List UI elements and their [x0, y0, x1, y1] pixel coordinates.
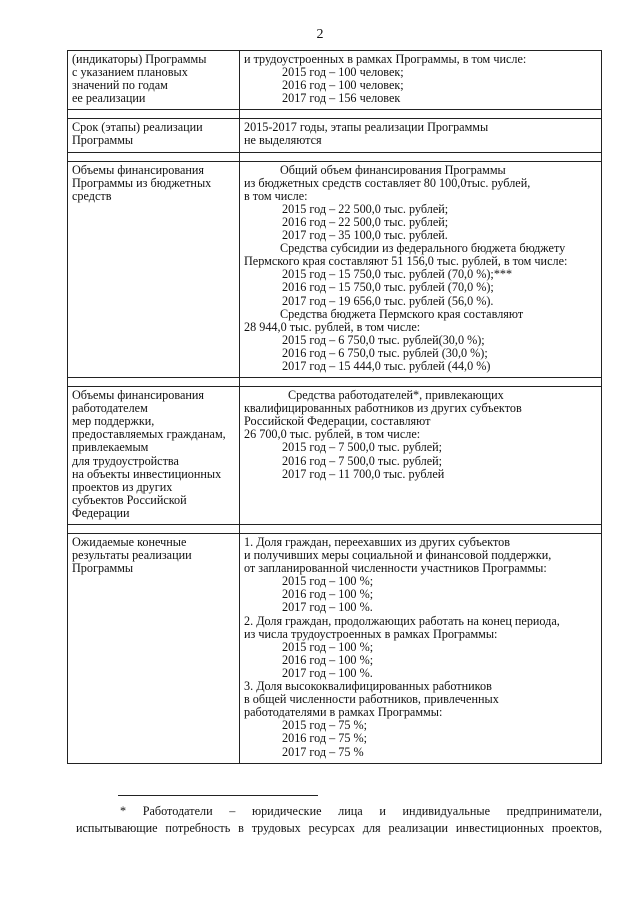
value-line: 2017 год – 100 %.: [282, 665, 373, 680]
value-line: 2015 год – 15 750,0 тыс. рублей (70,0 %);***: [282, 267, 513, 282]
value-line: 2015 год – 100 человек;: [282, 65, 404, 80]
row-value-cell: [240, 387, 602, 525]
value-line: 2015-2017 годы, этапы реализации Программы: [244, 120, 489, 135]
value-line: 2016 год – 75 %;: [282, 731, 368, 746]
row-value-cell: [240, 161, 602, 378]
value-line: от запланированной численности участников Программы:: [244, 561, 547, 576]
label-line: результаты реализации: [72, 548, 192, 563]
label-line: значений по годам: [72, 78, 168, 93]
value-line: не выделяются: [244, 133, 322, 148]
footnote: [76, 803, 602, 837]
label-line: Программы из бюджетных: [72, 175, 212, 190]
value-line: Пермского края составляют 51 156,0 тыс. рублей, в том числе:: [244, 254, 568, 269]
value-line: Средства работодателей*, привлекающих: [288, 388, 504, 403]
value-line: 2016 год – 22 500,0 тыс. рублей;: [282, 214, 449, 229]
value-line: 2015 год – 100 %;: [282, 639, 374, 654]
label-line: Федерации: [72, 505, 130, 520]
value-line: 26 700,0 тыс. рублей, в том числе:: [244, 427, 421, 442]
row-value-cell: [240, 51, 602, 110]
label-line: привлекаемым: [72, 440, 149, 455]
table-row: [68, 119, 602, 152]
value-line: квалифицированных работников из других субъектов: [244, 401, 522, 416]
value-line: 28 944,0 тыс. рублей, в том числе:: [244, 319, 421, 334]
label-line: работодателем: [72, 401, 148, 416]
row-spacer: [68, 378, 602, 387]
value-line: 2. Доля граждан, продолжающих работать на конец периода,: [244, 613, 560, 628]
page-number: 2: [316, 27, 324, 42]
footnote-separator: [118, 795, 318, 796]
value-line: 2017 год – 19 656,0 тыс. рублей (56,0 %).: [282, 293, 494, 308]
program-passport-table: [67, 50, 602, 764]
row-value-cell: [240, 534, 602, 764]
row-spacer: [68, 110, 602, 119]
value-line: 2016 год – 7 500,0 тыс. рублей;: [282, 453, 443, 468]
label-line: (индикаторы) Программы: [72, 52, 207, 66]
value-line: 2015 год – 100 %;: [282, 574, 374, 589]
value-line: 2015 год – 6 750,0 тыс. рублей(30,0 %);: [282, 332, 485, 347]
value-line: Средства бюджета Пермского края составляют: [280, 306, 524, 321]
table-row: [68, 387, 602, 525]
value-line: и получивших меры социальной и финансовой поддержки,: [244, 548, 552, 563]
value-line: 2017 год – 156 человек: [282, 91, 401, 106]
row-spacer: [68, 152, 602, 161]
label-line: предоставляемых гражданам,: [72, 427, 226, 442]
value-line: 3. Доля высококвалифицированных работников: [244, 679, 492, 694]
label-line: проектов из других: [72, 479, 173, 494]
value-line: 2016 год – 100 %;: [282, 652, 374, 667]
footnote-line: испытывающие потребность в трудовых ресурсах для реализации инвестиционных проектов,: [76, 821, 602, 835]
value-line: из числа трудоустроенных в рамках Программы:: [244, 626, 498, 641]
label-line: с указанием плановых: [72, 65, 188, 80]
value-line: 2016 год – 6 750,0 тыс. рублей (30,0 %);: [282, 345, 488, 360]
label-line: Объемы финансирования: [72, 388, 205, 403]
value-line: 2017 год – 15 444,0 тыс. рублей (44,0 %): [282, 358, 491, 373]
value-line: 1. Доля граждан, переехавших из других субъектов: [244, 535, 510, 549]
label-line: ее реализации: [72, 91, 146, 106]
table-row: [68, 534, 602, 764]
value-line: 2015 год – 7 500,0 тыс. рублей;: [282, 440, 443, 455]
value-line: в общей численности работников, привлеченных: [244, 692, 499, 707]
row-label-cell: [68, 161, 240, 378]
label-line: Срок (этапы) реализации: [72, 120, 203, 135]
label-line: средств: [72, 188, 112, 203]
footnote-line: * Работодатели – юридические лица и индивидуальные предприниматели,: [120, 804, 602, 818]
label-line: мер поддержки,: [72, 414, 155, 429]
value-line: Средства субсидии из федерального бюджета бюджету: [280, 241, 566, 256]
row-label-cell: [68, 387, 240, 525]
label-line: на объекты инвестиционных: [72, 466, 222, 481]
value-line: из бюджетных средств составляет 80 100,0тыс. рублей,: [244, 175, 531, 190]
value-line: 2015 год – 75 %;: [282, 718, 368, 733]
value-line: 2017 год – 75 %: [282, 744, 364, 759]
value-line: в том числе:: [244, 188, 308, 203]
label-line: для трудоустройства: [72, 453, 179, 468]
label-line: Программы: [72, 133, 134, 148]
value-line: 2016 год – 100 %;: [282, 587, 374, 602]
row-label-cell: [68, 534, 240, 764]
value-line: 2017 год – 100 %.: [282, 600, 373, 615]
value-line: Российской Федерации, составляют: [244, 414, 431, 429]
value-line: 2017 год – 35 100,0 тыс. рублей.: [282, 228, 448, 243]
table-row: [68, 161, 602, 378]
value-line: Общий объем финансирования Программы: [280, 162, 506, 177]
label-line: Программы: [72, 561, 134, 576]
row-label-cell: [68, 51, 240, 110]
table-row: [68, 51, 602, 110]
label-line: субъектов Российской: [72, 492, 187, 507]
row-spacer: [68, 525, 602, 534]
label-line: Объемы финансирования: [72, 162, 205, 177]
value-line: 2017 год – 11 700,0 тыс. рублей: [282, 466, 445, 481]
value-line: 2015 год – 22 500,0 тыс. рублей;: [282, 201, 449, 216]
row-label-cell: [68, 119, 240, 152]
value-line: 2016 год – 100 человек;: [282, 78, 404, 93]
value-line: работодателями в рамках Программы:: [244, 705, 443, 720]
value-line: 2016 год – 15 750,0 тыс. рублей (70,0 %);: [282, 280, 494, 295]
label-line: Ожидаемые конечные: [72, 535, 187, 549]
row-value-cell: [240, 119, 602, 152]
value-line: и трудоустроенных в рамках Программы, в том числе:: [244, 52, 527, 66]
